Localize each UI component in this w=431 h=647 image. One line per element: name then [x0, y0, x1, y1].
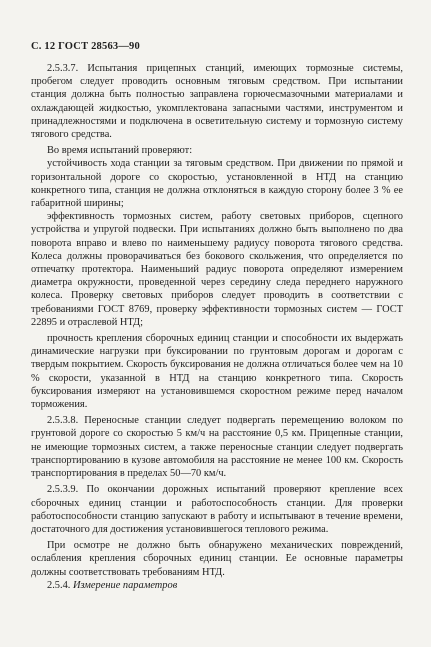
paragraph-inspection: При осмотре не должно быть обнаружено механических повреждений, ослабления крепления сборочных единиц станции. Ее основные параметры должны соответствовать требованиям НТД. [31, 540, 403, 578]
document-code: ГОСТ 28563—90 [58, 41, 140, 52]
page-number: С. 12 [31, 41, 56, 52]
page-header [31, 41, 140, 52]
paragraph-2-5-3-9: 2.5.3.9. По окончании дорожных испытаний проверяют крепление всех сборочных единиц станции и работоспособность станции. Для проверки работоспособности станцию запускают в работу и испытывают в течение времени, достаточного для достижения установившегося теплового режима. [31, 484, 403, 535]
paragraph-strength: прочность крепления сборочных единиц станции и способности их выдержать динамические нагрузки при буксировании по грунтовым дорогам и дорогам с твердым покрытием. Скорость буксирования не должна отличаться более чем на 10 % скорости, указанной в НТД на станцию конкретного типа. Скорость буксирования измеряют на установившемся скоростном режиме перед началом торможения. [31, 333, 403, 411]
paragraph-brakes: эффективность тормозных систем, работу световых приборов, сцепного устройства и упругой подвески. При испытаниях должно быть выполнено по два поворота вправо и влево по наименьшему радиусу поворота тягового средства. Колеса должны проворачиваться без бокового скольжения, что определяется по отпечатку протектора. Наименьший радиус поворота определяют измерением диаметра окружности, проведенной через середину следа переднего наружного колеса. Проверку световых приборов следует проводить в соответствии с требованиями ГОСТ 8769, проверку эффективности тормозных систем — ГОСТ 22895 и отраслевой НТД; [31, 211, 403, 328]
paragraph-2-5-3-7: 2.5.3.7. Испытания прицепных станций, имеющих тормозные системы, пробегом следует проводить основным тяговым средством. При испытании станция должна быть полностью заправлена горючесмазочными материалами и охлаждающей жидкостью, укомплектована запасными частями, инструментом и принадлежностями и подключена в осветительную систему и тормозную систему тягового средства. [31, 63, 403, 141]
paragraph-checks-intro: Во время испытаний проверяют: [47, 145, 193, 157]
section-number: 2.5.4. [47, 579, 71, 591]
section-heading [31, 579, 403, 592]
section-title: Измерение параметров [73, 579, 178, 591]
document-body [31, 62, 403, 592]
paragraph-stability: устойчивость хода станции за тяговым средством. При движении по прямой и горизонтальной дороге со скоростью, установленной в НТД на станцию конкретного типа, станция не должна отклоняться в каждую сторону более 3 % ее габаритной ширины; [31, 158, 403, 210]
paragraph-2-5-3-8: 2.5.3.8. Переносные станции следует подвергать перемещению волоком по грунтовой дороге со скоростью 5 км/ч на расстояние 0,5 км. Прицепные станции, не имеющие тормозных систем, а также переносные станции следует подвергать транспортированию в кузове автомобиля на расстояние не менее 100 км. Скорость транспортирования в пределах 50—70 км/ч. [31, 415, 403, 480]
